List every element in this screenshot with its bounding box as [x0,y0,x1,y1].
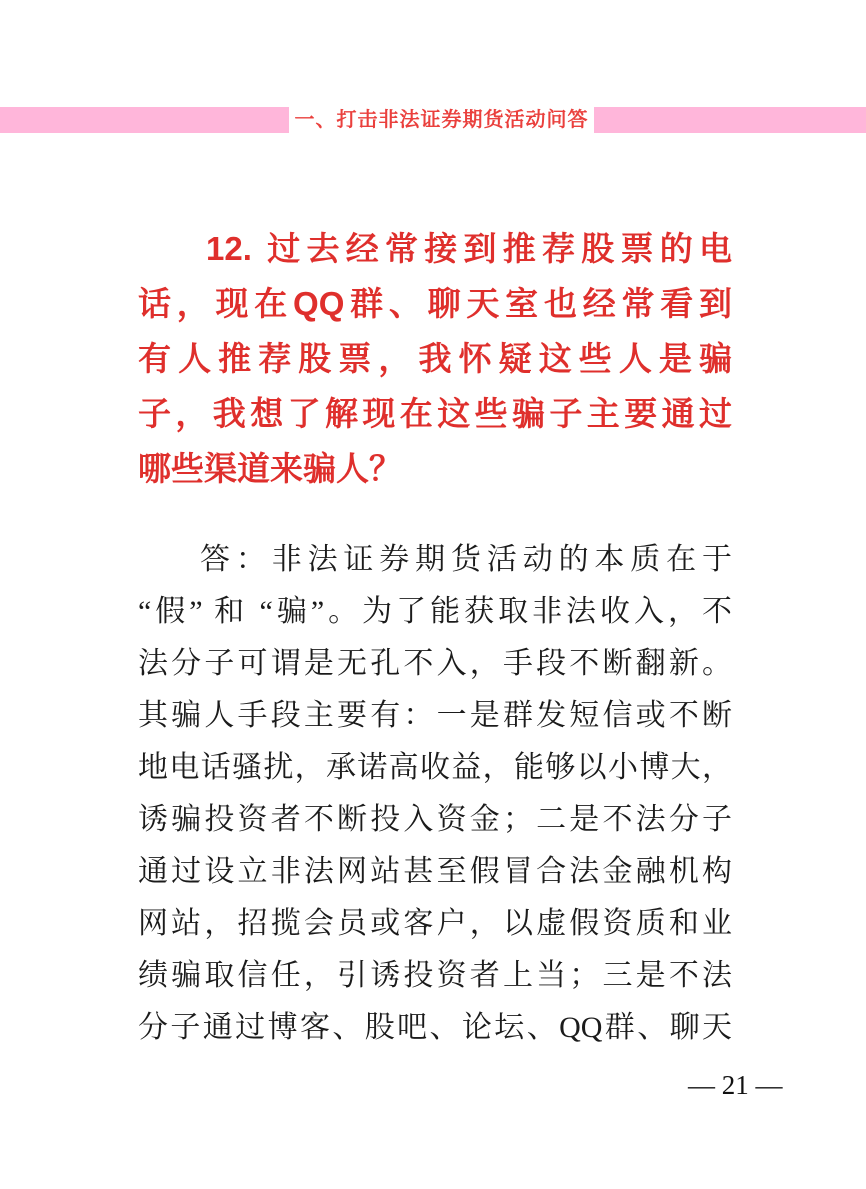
page-header [0,107,866,133]
answer-line: 诱骗投资者不断投入资金；二是不法分子 [138,803,732,836]
header-title: 一、打击非法证券期货活动问答 [294,109,589,131]
answer-line: 答：非法证券期货活动的本质在于 [200,543,732,576]
question-line: 话，现在QQ群、聊天室也经常看到 [138,285,732,322]
answer-paragraph [138,534,732,1054]
answer-line: 网站，招揽会员或客户，以虚假资质和业 [138,907,732,940]
question-line: 12. 过去经常接到推荐股票的电 [206,230,732,267]
question-title [138,221,732,496]
answer-line: 地电话骚扰，承诺高收益，能够以小博大， [138,751,732,784]
answer-line: 其骗人手段主要有：一是群发短信或不断 [138,699,732,732]
answer-line: 法分子可谓是无孔不入，手段不断翻新。 [138,647,732,680]
answer-line: 绩骗取信任，引诱投资者上当；三是不法 [138,959,732,992]
question-line: 哪些渠道来骗人？ [138,450,402,487]
header-left-bar [0,107,289,133]
header-right-bar [594,107,866,133]
answer-line: 通过设立非法网站甚至假冒合法金融机构 [138,855,732,888]
page-number: — 21 — [688,1070,783,1100]
question-line: 有人推荐股票，我怀疑这些人是骗 [138,340,732,377]
answer-line: “假” 和 “骗”。为了能获取非法收入，不 [138,595,732,628]
question-line: 子，我想了解现在这些骗子主要通过 [138,395,732,432]
answer-line: 分子通过博客、股吧、论坛、QQ群、聊天 [138,1011,732,1044]
